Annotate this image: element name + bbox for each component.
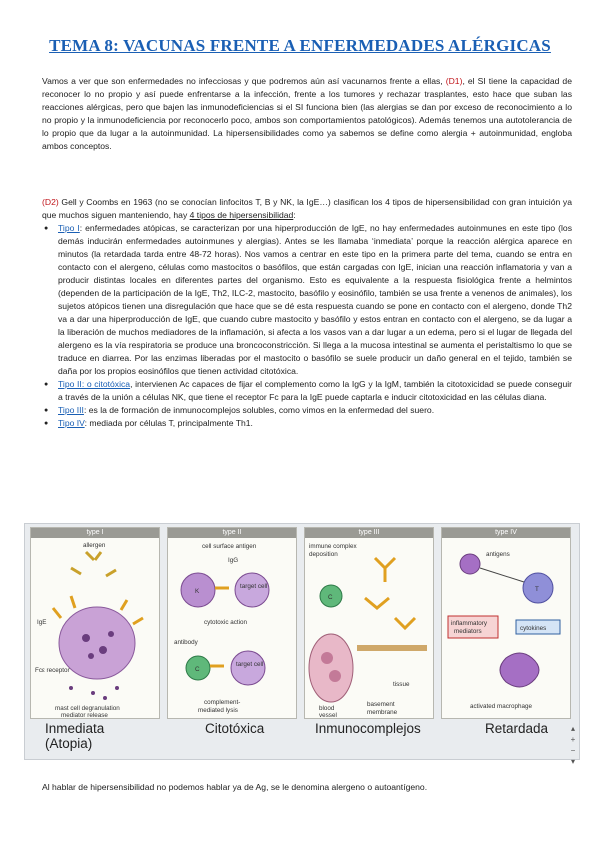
- label-mediator-release: mediator release: [61, 712, 108, 718]
- panel-heading: type III: [305, 528, 433, 538]
- label-blood: blood: [319, 705, 335, 712]
- type-label: Tipo IV: [58, 418, 85, 428]
- gell-text: Gell y Coombs en 1963 (no se conocían linfocitos T, B y NK, la IgE…) clasifican los 4 tipos de hipersensibilidad con gran intuición ya que muchos siguen manteniendo, hay: [42, 197, 572, 220]
- type-1-illustration: [31, 538, 159, 718]
- label-ige: IgE: [37, 619, 47, 626]
- label-mediators: mediators: [454, 628, 482, 635]
- label-immune-complex: immune complex: [309, 543, 357, 550]
- type-4-illustration: [442, 538, 570, 718]
- svg-text:C: C: [328, 594, 333, 601]
- intro-text-start: Vamos a ver que son enfermedades no infecciosas y que podremos aún así vacunarnos frente a ellas,: [42, 76, 443, 86]
- target-cell-1: [235, 573, 269, 607]
- svg-text:target cell: target cell: [240, 583, 268, 590]
- blood-vessel: [309, 634, 353, 702]
- panel-type-3: [304, 527, 434, 719]
- label-cytotoxic-action: cytotoxic action: [204, 619, 248, 626]
- list-item-type-2: [42, 378, 572, 404]
- type-label: Tipo II: o citotóxica: [58, 379, 131, 389]
- label-fc-receptor: Fcε receptor: [35, 667, 70, 674]
- type-label: Tipo I: [58, 223, 80, 233]
- caption-citotoxica: Citotóxica: [205, 721, 265, 736]
- apc-cell: [460, 554, 480, 574]
- label-allergen: allergen: [83, 542, 106, 549]
- panel-heading: type I: [31, 528, 159, 538]
- label-cell-surface-antigen: cell surface antigen: [202, 543, 257, 550]
- svg-text:T: T: [535, 586, 539, 593]
- label-mediated-lysis: mediated lysis: [198, 707, 238, 714]
- target-cell-2: [231, 651, 265, 685]
- panel-type-1: [30, 527, 160, 719]
- slide-ref-d1: (D1): [445, 76, 463, 86]
- list-item-type-1: [42, 222, 572, 378]
- list-item-type-4: [42, 417, 572, 430]
- intro-text-rest: , el SI tiene la capacidad de reconocer lo no propio y así puede enfrentarse a la infección, frente a los tumores y rechazar trasplantes, esto hace que suban las reacciones alérgicas, pero que bajen las inmunodeficiencias si el SI funciona bien (las alergias se dan por exceso de reconocimiento a lo no propio y la inmunodeficiencia por reconocerlo poco, ambos son comportamientos patológicos). Además tenemos una autotolerancia de lo propio que da lugar a la autoinmunidad. La hipersensibilidades como ya sabemos se define como alergia + autoinmunidad, engloba ambos conceptos.: [42, 76, 572, 151]
- gell-paragraph: (D2) Gell y Coombs en 1963 (no se conocían linfocitos T, B y NK, la IgE…) clasifican los 4 tipos de hipersensibilidad con gran intuición ya que muchos siguen manteniendo, hay 4 tipos de hipersensibilidad:: [42, 197, 572, 220]
- immune-complexes: [365, 558, 415, 628]
- hypersensitivity-types-list: [42, 222, 572, 430]
- panel-type-4: [441, 527, 571, 719]
- caption-inmediata: Inmediata (Atopia): [45, 721, 105, 751]
- type-3-illustration: [305, 538, 433, 718]
- type-text: : es la de formación de inmunocomplejos solubles, como vimos en la enfermedad del suero.: [83, 405, 435, 415]
- panel-heading: type IV: [442, 528, 570, 538]
- svg-text:K: K: [195, 588, 200, 595]
- mast-cell: [59, 607, 135, 679]
- svg-text:target cell: target cell: [236, 661, 264, 668]
- intro-paragraph: [42, 75, 572, 153]
- label-degranulation: mast cell degranulation: [55, 705, 120, 712]
- type-text: : mediada por células T, principalmente Th1.: [84, 418, 253, 428]
- label-antibody: antibody: [174, 639, 198, 646]
- type-2-illustration: [168, 538, 296, 718]
- label-igg: IgG: [228, 557, 239, 564]
- label-activated-macrophage: activated macrophage: [470, 703, 532, 710]
- type-label: Tipo III: [58, 405, 84, 415]
- caption-inmunocomplejos: Inmunocomplejos: [315, 721, 421, 736]
- svg-text:C: C: [195, 666, 200, 673]
- caption-retardada: Retardada: [485, 721, 549, 736]
- zoom-controls: [568, 723, 578, 767]
- label-complement: complement-: [204, 699, 241, 706]
- types-heading: 4 tipos de hipersensibilidad: [189, 210, 294, 220]
- list-item-type-3: [42, 404, 572, 417]
- footer-note: Al hablar de hipersensibilidad no podemos hablar ya de Ag, se le denomina alergeno o autoantígeno.: [42, 782, 428, 792]
- label-vessel: vessel: [319, 712, 337, 718]
- scroll-up-icon[interactable]: ▴: [570, 724, 575, 733]
- label-basement: basement: [367, 701, 395, 708]
- panel-type-2: [167, 527, 297, 719]
- zoom-in-icon[interactable]: +: [570, 735, 576, 744]
- label-deposition: deposition: [309, 551, 338, 558]
- allergen-shapes: [71, 552, 116, 576]
- scroll-down-icon[interactable]: ▾: [570, 757, 575, 766]
- type-text: : enfermedades atópicas, se caracterizan por una hiperproducción de IgE, no hay enfermedades autoinmunes en este tipo (los demás inducirán enfermedades autoinmunes y alergias). Antes se les llamaba ‘inmediata’ porque la reacción alérgica aparece en minutos (la retardada tarda entre 48-72 horas). Nos vamos a centrar en este tipo en la primera parte del tema, cuando se entra en contacto con el alergeno, células como mastocitos o basófilos, que están cargadas con IgE, inician una reacción inflamatoria y van a producir distintas locales en diferentes partes del organismo. Esto es equivalente a la respuesta fisiológica frente a helmintos (dependen de la participación de la IgE, Th2, ILC-2, mastocito, basófilo y eosinófilo, también se usa frente a venenos de animales), los sujetos atópicos tienen una disregulación que hace que se dé esta respuesta cuando se pone en contacto con el alergeno, donde Th2 va a dar una hiperproducción de IgE, que cuando cubre mastocito y basófilo y estos entran en contacto con el alergeno, se da lugar a la liberación de muchos mediadores de la inflamación, si afecta a los vasos van a dar lugar a un edema, pero si el lugar de llegada del alergeno es la vía respiratoria se produce una broncoconstricción. Si llega a la mucosa intestinal se aumenta el peristaltismo lo que se traduce en diarrea. Por las enzimas liberadas por el mastocito o basófilo se suele producir un daño general en el tejido, también se daña por los propios eosinófilos que tienen actividad citotóxica.: [58, 223, 572, 376]
- zoom-out-icon[interactable]: −: [570, 746, 576, 755]
- label-antigens: antigens: [486, 551, 510, 558]
- page-title: TEMA 8: VACUNAS FRENTE A ENFERMEDADES ALÉRGICAS: [49, 36, 551, 55]
- type-text: , intervienen Ac capaces de fijar el complemento como la IgG y la IgM, también la citotoxicidad se puede conseguir a través de la unión a células NK, que tiene el receptor Fc para la IgE puede captarla e inducir citotoxicidad en las células diana.: [58, 379, 572, 402]
- label-inflammatory: inflammatory: [451, 620, 488, 627]
- panel-heading: type II: [168, 528, 296, 538]
- macrophage: [500, 653, 539, 687]
- label-membrane: membrane: [367, 709, 398, 716]
- label-cytokines: cytokines: [520, 625, 547, 632]
- hypersensitivity-figure: [24, 523, 580, 766]
- slide-ref-d2: (D2): [42, 197, 59, 207]
- label-tissue: tissue: [393, 681, 410, 688]
